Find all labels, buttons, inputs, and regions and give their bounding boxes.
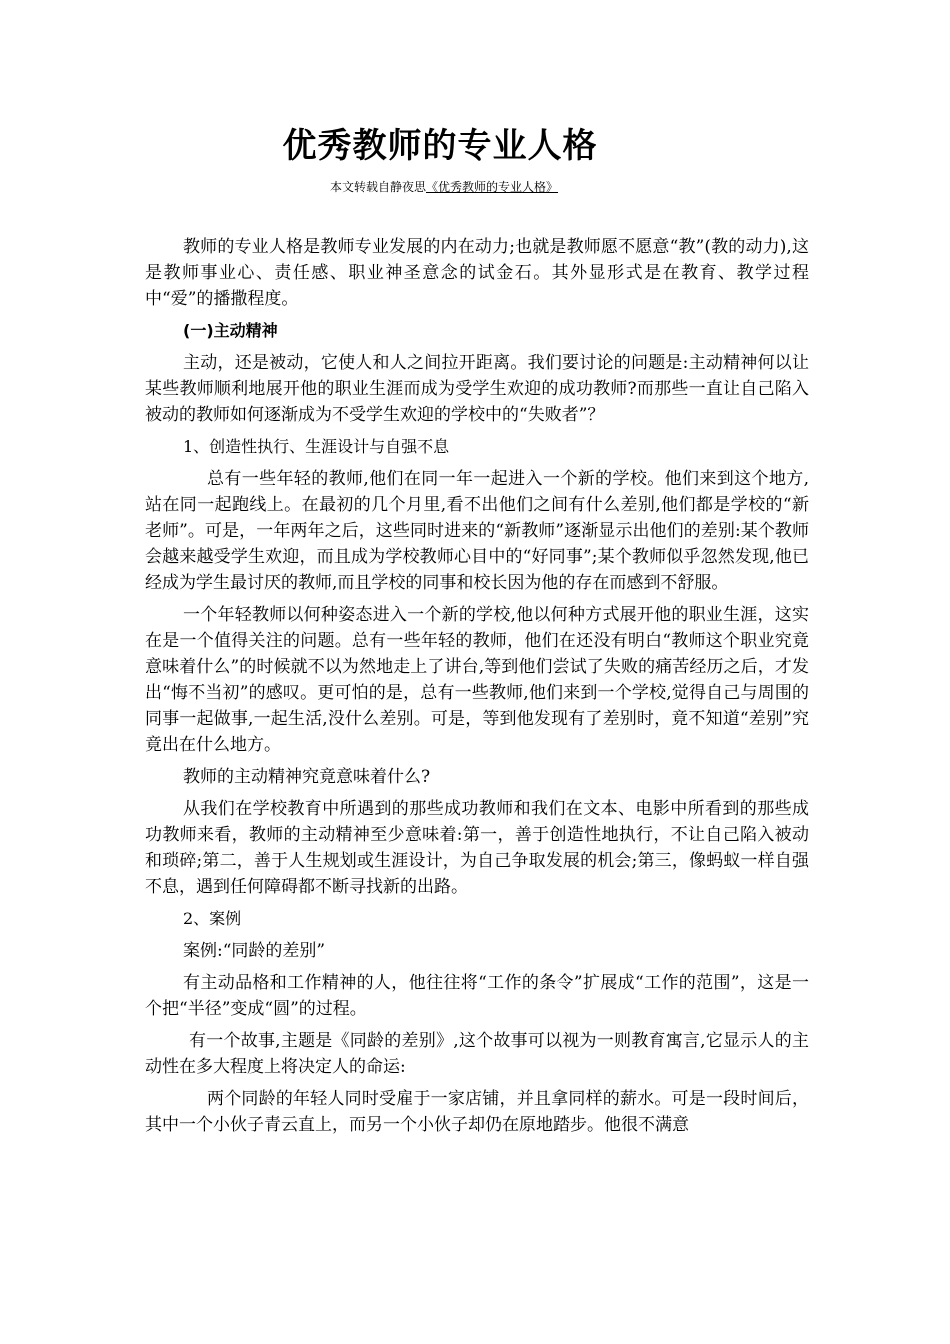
paragraph: 总有一些年轻的教师,他们在同一年一起进入一个新的学校。他们来到这个地方,站在同一起跑线上。在最初的几个月里,看不出他们之间有什么差别,他们都是学校的“新老师”。可是，一年两年之后，这些同时进来的“新教师”逐渐显示出他们的差别:某个教师会越来越受学生欢迎，而且成为学校教师心目中的“好同事”;某个教师似乎忽然发现,他已经成为学生最讨厌的教师,而且学校的同事和校长因为他的存在而感到不舒服。 — [145, 469, 809, 593]
source-line — [330, 179, 558, 195]
paragraph: 有一个故事,主题是《同龄的差别》,这个故事可以视为一则教育寓言,它显示人的主动性在多大程度上将决定人的命运: — [145, 1031, 809, 1077]
paragraph: 主动，还是被动，它使人和人之间拉开距离。我们要讨论的问题是:主动精神何以让某些教师顺利地展开他的职业生涯而成为受学生欢迎的成功教师?而那些一直让自己陷入被动的教师如何逐渐成为不受学生欢迎的学校中的“失败者”？ — [145, 353, 809, 425]
section-heading: (一)主动精神 — [183, 321, 278, 340]
paragraph: 教师的主动精神究竟意味着什么? — [183, 767, 431, 787]
paragraph: 两个同龄的年轻人同时受雇于一家店铺，并且拿同样的薪水。可是一段时间后，其中一个小伙子青云直上，而另一个小伙子却仍在原地踏步。他很不满意 — [145, 1089, 809, 1135]
document-title: 优秀教师的专业人格 — [282, 126, 598, 166]
paragraph: 教师的专业人格是教师专业发展的内在动力;也就是教师愿不愿意“教”(教的动力),这是教师事业心、责任感、职业神圣意念的试金石。其外显形式是在教育、教学过程中“爱”的播撒程度。 — [145, 237, 809, 309]
source-prefix: 本文转载自静夜思 — [330, 180, 427, 194]
paragraph: 一个年轻教师以何种姿态进入一个新的学校,他以何种方式展开他的职业生涯，这实在是一个值得关注的问题。总有一些年轻的教师，他们在还没有明白“教师这个职业究竟意味着什么”的时候就不以为然地走上了讲台,等到他们尝试了失败的痛苦经历之后，才发出“悔不当初”的感叹。更可怕的是，总有一些教师,他们来到一个学校,觉得自己与周围的同事一起做事,一起生活,没什么差别。可是，等到他发现有了差别时，竟不知道“差别”究竟出在什么地方。 — [145, 605, 809, 755]
paragraph: 有主动品格和工作精神的人，他往往将“工作的条令”扩展成“工作的范围”，这是一个把“半径”变成“圆”的过程。 — [145, 973, 809, 1019]
document-body — [145, 234, 809, 1144]
subsection-heading: 2、案例 — [183, 909, 242, 928]
source-link[interactable]: 《优秀教师的专业人格》 — [426, 180, 559, 194]
subsection-heading: 1、创造性执行、生涯设计与自强不息 — [183, 437, 450, 456]
paragraph: 从我们在学校教育中所遇到的那些成功教师和我们在文本、电影中所看到的那些成功教师来看，教师的主动精神至少意味着:第一，善于创造性地执行，不让自己陷入被动和琐碎;第二，善于人生规划或生涯设计，为自己争取发展的机会;第三，像蚂蚁一样自强不息，遇到任何障碍都不断寻找新的出路。 — [145, 799, 809, 897]
paragraph: 案例:“同龄的差别” — [183, 941, 326, 961]
